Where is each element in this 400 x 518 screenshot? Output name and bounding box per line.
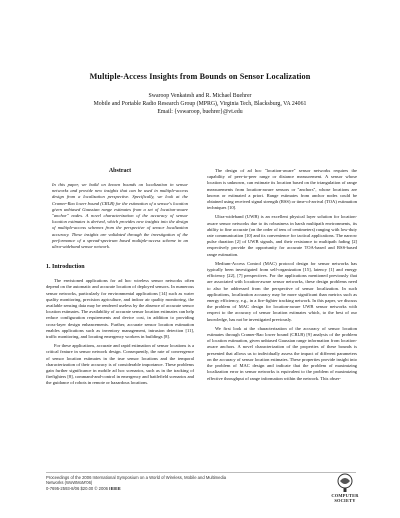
- section-heading-introduction: 1. Introduction: [46, 264, 85, 271]
- intro-paragraph: The envisioned applications for ad hoc wireless sensor networks often depend on the automatic and accurate location of deployed sensors. In numerous sensor networks, particularly for environmental applications [14] such as water quality monitoring, precision agriculture, and indoor air quality monitoring, the available sensing data may be rendered useless by the absence of accurate sensor location estimates. The availability of accurate sensor location estimates can help reduce configuration requirements and device cost, in addition to providing cross-layer design enhancements. Further, accurate sensor location estimation enables applications such as inventory management, intrusion detection [11], traffic monitoring, and locating emergency workers in buildings [8].: [46, 278, 194, 340]
- footer-isbn: 0-7695-2593-8/06 $20.00 © 2006: [46, 485, 108, 491]
- body-paragraph: Medium-Access Control (MAC) protocol design for sensor networks has typically been investigated from self-organization [15], latency [1] and energy efficiency [22], [7] perspectives. For the applications mentioned previously that are associated with location-aware sensor networks, these design problems need to also be addressed from the perspective of sensor localization. In such applications, localization accuracy may be more significant than metrics such as energy efficiency, e.g., in a fire-fighter tracking network. In this paper, we discuss the problem of MAC design for location-aware UWB sensor networks with respect to the accuracy of sensor location estimates which, to the best of our knowledge, has not be investigated previously.: [207, 260, 357, 322]
- logo-text-society: SOCIETY: [334, 498, 356, 503]
- footer-isbn-line: [46, 486, 306, 492]
- author-block: [0, 92, 400, 116]
- right-column: [207, 168, 357, 385]
- author-affiliation: Mobile and Portable Radio Research Group (MPRG), Virginia Tech, Blacksburg, VA 24061: [93, 101, 307, 107]
- author-email: Email: {vswaroop, buehrer}@vt.edu: [157, 109, 243, 115]
- intro-paragraph: For these applications, accurate and rapid estimation of sensor locations is a critical feature in sensor network design. Consequently, the rate of convergence of sensor location estimates in the true sensor locations and the temporal characterization of their accuracy is of considerable importance. These problems gain further significance in mobile ad hoc scenarios, such as in the tracking of firefighters [8], command-and-control in emergency and battlefield scenarios and the guidance of robots in remote or hazardous locations.: [46, 343, 195, 386]
- ieee-logo: IEEE: [109, 486, 121, 492]
- body-paragraph: The design of ad hoc "location-aware" sensor networks requires the capability of peer-to-peer range or distance measurement. A sensor whose location is unknown, can estimate its location based on the triangulation of range measurements from location-aware sensors or "anchors", whose locations are known or estimated a priori. Range estimates from anchor nodes could be obtained using received signal strength (RSS) or time-of-arrival (TOA) estimation techniques [10].: [207, 168, 357, 211]
- body-paragraph: Ultra-wideband (UWB) is an excellent physical layer solution for location-aware sensor networks due to its robustness in harsh multipath environments, its ability to fine accurate (on the order of tens of centimeters) ranging with low-duty rate communication [10] and its convenience for tactical applications. The narrow pulse duration [2] of UWB signals, and their resistance to multipath fading [2] respectively provide the opportunity for accurate TOA-based and RSS-based range estimation.: [207, 214, 357, 257]
- computer-society-logo: [325, 473, 365, 511]
- abstract-text: In this paper, we build on known bounds on localization in sensor networks and provide new insights that can be used in multiple-access design from a localization perspective. Specifically, we look at the Cramer-Rao lower bound (CRLB) for the estimation of a sensor's location given unbiased Gaussian range estimates from a set of location-aware "anchor" nodes. A novel characterization of the accuracy of sensor location estimates is derived, which provides new insights into the design of multiple-access schemes from the perspective of sensor localization accuracy. These insights are validated through the investigation of the performance of a spread-spectrum based multiple-access scheme in an ultra-wideband sensor network.: [52, 182, 188, 250]
- left-column: [46, 168, 194, 390]
- footer-conference-line: Networks (WoWMoM'06): [46, 480, 93, 486]
- proceedings-footer: [46, 475, 306, 492]
- computer-society-emblem-icon: [336, 473, 354, 493]
- footer-proceedings-line: Proceedings of the 2006 International Symposium on a World of Wireless, Mobile and Multimedia: [46, 475, 227, 480]
- abstract-heading: Abstract: [108, 168, 132, 174]
- paper-title: Multiple-Access Insights from Bounds on Sensor Localization: [89, 72, 311, 81]
- author-names: Swaroop Venkatesh and R. Michael Buehrer: [148, 93, 252, 99]
- body-paragraph: We first look at the characterization of the accuracy of sensor location estimates through Cramer-Rao lower bound (CRLB) [9] analysis of the problem of location estimation, given unbiased Gaussian range information from location-aware anchors. A novel characterization of the properties of these bounds is presented that allows us to individually assess the impact of different parameters on the accuracy of sensor location estimates. These properties provide insight into the problem of MAC design and indicate that the problem of maximizing localization error in sensor networks is equivalent to the problem of maximizing effective throughput of range information within the network. This obser-: [207, 325, 357, 381]
- footer-divider: [46, 472, 356, 473]
- logo-text-computer: COMPUTER: [331, 493, 359, 498]
